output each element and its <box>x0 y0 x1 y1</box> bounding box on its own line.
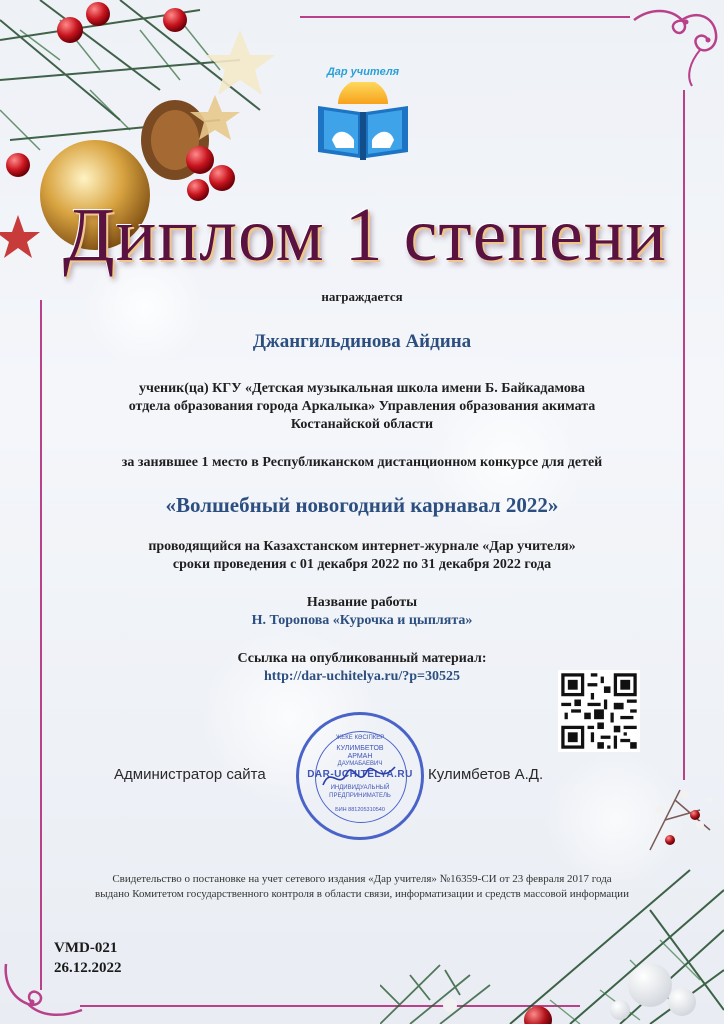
achievement-text: за занявшее 1 место в Республиканском дистанционном конкурсе для детей <box>121 455 603 470</box>
swirl-ornament-top-right <box>630 0 724 90</box>
affiliation-line-2: отдела образования города Аркалыка» Управления образования акимата <box>128 399 596 414</box>
contest-name: «Волшебный новогодний карнавал 2022» <box>165 493 559 517</box>
stamp-line-5: ИНДИВИДУАЛЬНЫЙ <box>330 785 390 791</box>
held-line-1: проводящийся на Казахстанском интернет-журнале «Дар учителя» <box>148 539 576 554</box>
admin-name: Кулимбетов А.Д. <box>428 766 544 783</box>
greenery-bottom-left <box>380 945 500 1024</box>
material-link[interactable]: http://dar-uchitelya.ru/?p=30525 <box>263 669 461 684</box>
held-line-2: сроки проведения с 01 декабря 2022 по 31 декабря 2022 года <box>172 557 552 572</box>
work-title: Н. Торопова «Курочка и цыплята» <box>251 613 473 628</box>
admin-role: Администратор сайта <box>114 766 266 783</box>
open-book-icon <box>314 82 412 166</box>
work-label: Название работы <box>306 595 418 610</box>
stamp-bin: БИН 881205310540 <box>335 807 385 813</box>
registration-line-1: Свидетельство о постановке на учет сетевого издания «Дар учителя» №16359-СИ от 23 февраля 2017 года <box>112 873 612 885</box>
document-code: VMD-021 <box>54 940 118 956</box>
signature-scribble <box>319 755 399 795</box>
qr-code[interactable] <box>558 670 640 752</box>
affiliation-line-3: Костанайской области <box>290 417 434 432</box>
stamp-line-2: КУЛИМБЕТОВ <box>336 745 384 752</box>
logo-text: Дар учителя <box>326 66 400 78</box>
stamp-line-6: ПРЕДПРИНИМАТЕЛЬ <box>329 793 391 799</box>
stamp-line-4: ДАУМАБАЕВИЧ <box>337 761 383 767</box>
affiliation-line-1: ученик(ца) КГУ «Детская музыкальная школа имени Б. Байкадамова <box>138 381 586 396</box>
recipient-name: Джангильдинова Айдина <box>252 331 472 352</box>
link-label: Ссылка на опубликованный материал: <box>237 651 487 666</box>
logo <box>312 66 414 166</box>
registration-line-2: выдано Комитетом государственного контроля в области связи, информатизации и средств массовой информации <box>95 888 629 900</box>
document-date: 26.12.2022 <box>54 960 122 976</box>
frame-top-line <box>300 16 630 18</box>
awarded-label: награждается <box>321 289 403 304</box>
stamp-line-3: АРМАН <box>347 753 373 760</box>
diploma-title: Диплом 1 степени <box>62 193 668 277</box>
stamp-site: DAR-UCHITELYA.RU <box>307 769 413 780</box>
stamp-line-1: ЖЕКЕ КӘСІПКЕР <box>335 735 385 741</box>
official-stamp <box>296 712 424 840</box>
